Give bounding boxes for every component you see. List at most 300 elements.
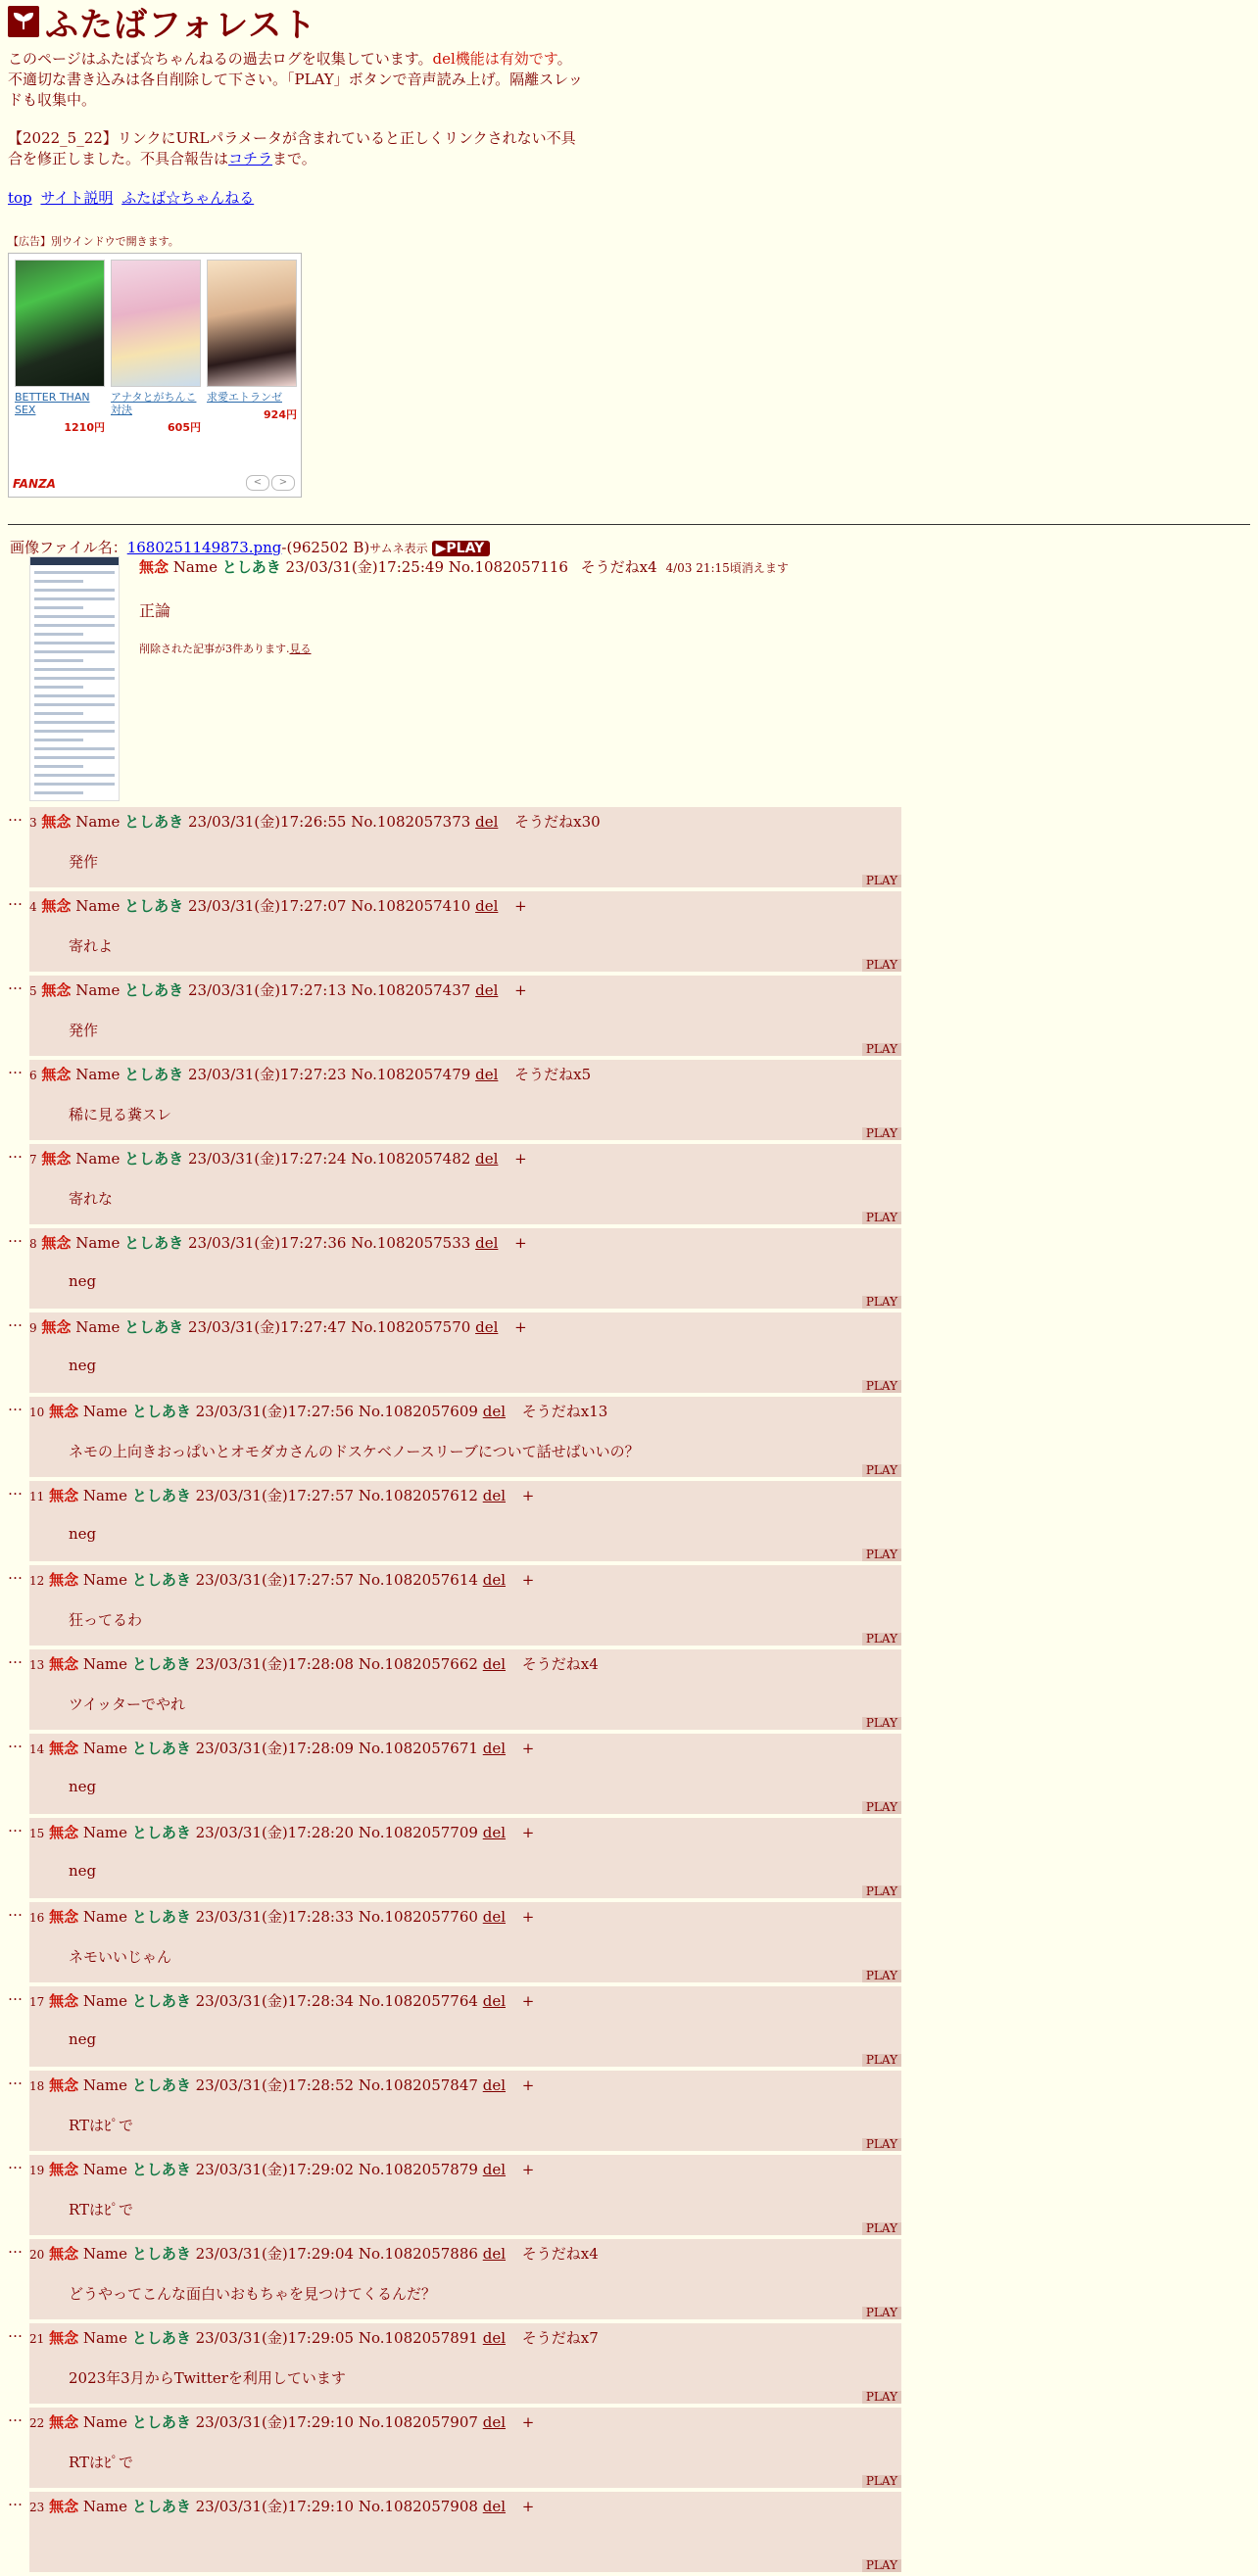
op-sodane-button[interactable]: そうだねx4 (580, 558, 657, 576)
reply-play-button[interactable]: PLAY (862, 1212, 901, 1224)
reply-name-label: Name (82, 2161, 128, 2178)
ad-item-price: 1210円 (64, 421, 105, 434)
reply-index: 11 (29, 1490, 45, 1503)
reply-index: 14 (29, 1742, 45, 1756)
reply-index: 4 (29, 900, 37, 914)
reply-index: 7 (29, 1153, 37, 1167)
op-expire: 4/03 21:15頃消えます (665, 561, 789, 575)
reply-name: としあき (131, 1655, 191, 1673)
reply-post (29, 2408, 901, 2488)
reply-header (29, 1734, 901, 1758)
reply-subject: 無念 (49, 2329, 79, 2347)
reply-name-label: Name (82, 1571, 128, 1589)
del-link[interactable]: del (482, 2329, 507, 2347)
reply-datetime: 23/03/31(金)17:27:57 (195, 1571, 355, 1589)
ad-item-title[interactable]: BETTER THAN SEX (15, 391, 90, 416)
reply-post (29, 1902, 901, 1982)
reply-play-button[interactable]: PLAY (862, 1043, 901, 1056)
ad-note: 【広告】別ウインドウで開きます。 (8, 235, 179, 248)
reply-text: neg (69, 1525, 97, 1543)
del-link[interactable]: del (482, 2498, 507, 2515)
reply-index: 16 (29, 1911, 45, 1925)
reply-number: No.1082057709 (358, 1824, 478, 1841)
reply-number: No.1082057437 (351, 981, 471, 999)
reply-index: 21 (29, 2332, 45, 2346)
reply-post (29, 2492, 901, 2572)
reply-subject: 無念 (41, 897, 72, 915)
reply-dots: … (8, 807, 23, 825)
reply-dots: … (8, 1481, 23, 1499)
page-header (8, 4, 586, 498)
reply-dots: … (8, 1986, 23, 2004)
reply-play-button[interactable]: PLAY (862, 2307, 901, 2319)
reply-name: としあき (131, 1824, 191, 1841)
reply-name: としあき (124, 1066, 184, 1083)
reply-name: としあき (131, 1487, 191, 1504)
reply-index: 12 (29, 1574, 45, 1588)
reply-number: No.1082057479 (351, 1066, 471, 1083)
reply-number: No.1082057671 (358, 1740, 478, 1757)
reply-dots: … (8, 891, 23, 909)
reply-header (29, 2071, 901, 2095)
reply-subject: 無念 (49, 1824, 79, 1841)
ad-item-title[interactable]: アナタとがちんこ対決 (111, 391, 197, 416)
ad-item-title[interactable]: 求愛エトランゼ (207, 391, 282, 404)
del-link[interactable]: del (482, 1824, 507, 1841)
reply-number: No.1082057609 (358, 1403, 478, 1420)
reply-name: としあき (124, 897, 184, 915)
reply-name-label: Name (82, 1992, 128, 2010)
ad-item-price: 605円 (168, 421, 201, 434)
reply-name-label: Name (82, 2245, 128, 2263)
ad-item[interactable] (111, 260, 201, 435)
ad-item[interactable] (207, 260, 297, 422)
reply-row (8, 1228, 901, 1312)
reply-dots: … (8, 2492, 23, 2509)
del-link[interactable]: del (482, 2076, 507, 2094)
sodane-button[interactable]: + (521, 2413, 535, 2431)
reply-datetime: 23/03/31(金)17:27:24 (187, 1150, 347, 1168)
del-link[interactable]: del (482, 1403, 507, 1420)
reply-dots: … (8, 1312, 23, 1330)
reply-name: としあき (131, 2413, 191, 2431)
ad-item[interactable] (15, 260, 105, 435)
reply-index: 9 (29, 1321, 37, 1335)
reply-play-button[interactable]: PLAY (862, 2475, 901, 2488)
reply-name-label: Name (82, 2076, 128, 2094)
del-link[interactable]: del (475, 1318, 499, 1336)
reply-name: としあき (131, 1571, 191, 1589)
reply-play-button[interactable]: PLAY (862, 1380, 901, 1393)
reply-datetime: 23/03/31(金)17:28:09 (195, 1740, 355, 1757)
file-size: -(962502 B) (281, 539, 370, 556)
reply-number: No.1082057612 (358, 1487, 478, 1504)
reply-datetime: 23/03/31(金)17:27:57 (195, 1487, 355, 1504)
reply-number: No.1082057891 (358, 2329, 478, 2347)
nav-about-link[interactable]: サイト説明 (40, 189, 114, 207)
reply-play-button[interactable]: PLAY (862, 2138, 901, 2151)
reply-row (8, 1397, 901, 1481)
reply-text: 寄れよ (69, 937, 114, 955)
sodane-button[interactable]: + (521, 1487, 535, 1504)
op-datetime: 23/03/31(金)17:25:49 (285, 558, 444, 576)
top-nav (8, 187, 586, 208)
reply-header (29, 2408, 901, 2432)
sodane-button[interactable]: + (514, 981, 527, 999)
reply-play-button[interactable]: PLAY (862, 1717, 901, 1730)
reply-datetime: 23/03/31(金)17:29:04 (195, 2245, 355, 2263)
reply-subject: 無念 (49, 1403, 79, 1420)
reply-subject: 無念 (49, 1740, 79, 1757)
reply-play-button[interactable]: PLAY (862, 1464, 901, 1477)
reply-name-label: Name (82, 1908, 128, 1926)
thumb-toggle[interactable]: サムネ表示 (369, 542, 428, 555)
sodane-button[interactable]: そうだねx4 (521, 2245, 599, 2263)
reply-text: ツイッターでやれ (69, 1695, 185, 1713)
ad-banner (8, 253, 302, 498)
del-link[interactable]: del (475, 981, 499, 999)
reply-datetime: 23/03/31(金)17:28:33 (195, 1908, 355, 1926)
op-subject: 無念 (139, 558, 169, 576)
reply-name: としあき (131, 2161, 191, 2178)
reply-subject: 無念 (49, 1487, 79, 1504)
del-link[interactable]: del (482, 2413, 507, 2431)
reply-number: No.1082057373 (351, 813, 471, 831)
reply-text: neg (69, 1862, 97, 1880)
site-title: ふたばフォレスト (45, 5, 317, 45)
reply-post (29, 891, 901, 972)
reply-row (8, 1312, 901, 1397)
reply-play-button[interactable]: PLAY (862, 1549, 901, 1561)
reply-subject: 無念 (49, 2413, 79, 2431)
reply-post (29, 1312, 901, 1393)
reply-datetime: 23/03/31(金)17:29:02 (195, 2161, 355, 2178)
ad-image[interactable] (207, 260, 297, 387)
reply-text: 狂ってるわ (69, 1611, 143, 1629)
reply-subject: 無念 (41, 1150, 72, 1168)
reply-header (29, 2492, 901, 2516)
op-text: 正論 (139, 601, 171, 620)
reply-header (29, 2155, 901, 2179)
op-name: としあき (221, 558, 281, 576)
reply-row (8, 1734, 901, 1818)
reply-dots: … (8, 1734, 23, 1751)
reply-text: 稀に見る糞スレ (69, 1106, 172, 1123)
reply-number: No.1082057533 (351, 1234, 471, 1252)
reply-number: No.1082057908 (358, 2498, 478, 2515)
reply-play-button[interactable]: PLAY (862, 1633, 901, 1646)
reply-post (29, 1734, 901, 1814)
reply-number: No.1082057847 (358, 2076, 478, 2094)
ad-item-price: 924円 (264, 408, 297, 421)
reply-play-button[interactable]: PLAY (862, 1127, 901, 1140)
reply-name-label: Name (82, 2498, 128, 2515)
del-link[interactable]: del (482, 1655, 507, 1673)
reply-play-button[interactable]: PLAY (862, 2054, 901, 2067)
reply-dots: … (8, 1818, 23, 1836)
reply-play-button[interactable]: PLAY (862, 1885, 901, 1898)
reply-header (29, 1986, 901, 2011)
reply-header (29, 1481, 901, 1505)
del-link[interactable]: del (482, 1992, 507, 2010)
reply-row (8, 1060, 901, 1144)
reply-name: としあき (131, 1908, 191, 1926)
reply-text: ネモいいじゃん (69, 1948, 172, 1966)
del-link[interactable]: del (475, 1234, 499, 1252)
reply-datetime: 23/03/31(金)17:27:13 (187, 981, 347, 999)
sodane-button[interactable]: + (521, 1740, 535, 1757)
reply-number: No.1082057907 (358, 2413, 478, 2431)
file-label: 画像ファイル名： (10, 539, 127, 556)
bug-report-link[interactable]: コチラ (228, 150, 273, 167)
reply-header (29, 1902, 901, 1927)
reply-subject: 無念 (49, 2245, 79, 2263)
reply-row (8, 1818, 901, 1902)
del-link[interactable]: del (482, 1740, 507, 1757)
reply-text: どうやってこんな面白いおもちゃを見つけてくるんだ？ (69, 2285, 437, 2303)
reply-header (29, 1144, 901, 1169)
reply-text: 発作 (69, 853, 99, 871)
reply-dots: … (8, 1144, 23, 1162)
reply-index: 10 (29, 1406, 45, 1419)
reply-name-label: Name (75, 897, 121, 915)
reply-text: neg (69, 1272, 97, 1290)
reply-header (29, 891, 901, 916)
reply-post (29, 2323, 901, 2404)
reply-text: neg (69, 1357, 97, 1374)
reply-name-label: Name (82, 1487, 128, 1504)
reply-play-button[interactable]: PLAY (862, 1801, 901, 1814)
del-link[interactable]: del (482, 1571, 507, 1589)
reply-header (29, 1649, 901, 1674)
ad-next-button[interactable]: > (271, 475, 295, 491)
reply-datetime: 23/03/31(金)17:29:10 (195, 2498, 355, 2515)
reply-name: としあき (124, 813, 184, 831)
sodane-button[interactable]: + (514, 1150, 527, 1168)
fanza-logo: FANZA (13, 477, 56, 491)
op-thumbnail[interactable] (29, 556, 120, 801)
sodane-button[interactable]: + (521, 2076, 535, 2094)
file-link[interactable]: 1680251149873.png (126, 539, 282, 556)
op-post (10, 537, 1244, 655)
notice-text: 【2022_5_22】リンクにURLパラメータが含まれていると正しくリンクされない不具合を修正しました。不具合報告はコチラまで。 (8, 129, 576, 167)
reply-header (29, 1818, 901, 1842)
reply-row (8, 2323, 901, 2408)
reply-number: No.1082057614 (358, 1571, 478, 1589)
reply-name-label: Name (82, 2329, 128, 2347)
reply-name-label: Name (82, 1403, 128, 1420)
reply-subject: 無念 (41, 1318, 72, 1336)
sodane-button[interactable]: + (521, 1992, 535, 2010)
reply-name: としあき (131, 2498, 191, 2515)
reply-row (8, 1986, 901, 2071)
reply-post (29, 1228, 901, 1309)
reply-index: 20 (29, 2248, 45, 2262)
sodane-button[interactable]: + (521, 1908, 535, 1926)
reply-name: としあき (131, 1740, 191, 1757)
reply-datetime: 23/03/31(金)17:27:23 (187, 1066, 347, 1083)
reply-subject: 無念 (49, 2498, 79, 2515)
reply-name-label: Name (75, 1234, 121, 1252)
reply-datetime: 23/03/31(金)17:28:52 (195, 2076, 355, 2094)
op-name-label: Name (172, 558, 218, 576)
op-body (139, 556, 1021, 656)
reply-number: No.1082057760 (358, 1908, 478, 1926)
del-link[interactable]: del (482, 1487, 507, 1504)
reply-name-label: Name (82, 2413, 128, 2431)
reply-subject: 無念 (41, 981, 72, 999)
reply-row (8, 1565, 901, 1649)
reply-number: No.1082057879 (358, 2161, 478, 2178)
reply-number: No.1082057764 (358, 1992, 478, 2010)
reply-row (8, 1902, 901, 1986)
sodane-button[interactable]: + (514, 1318, 527, 1336)
reply-post (29, 1565, 901, 1646)
sodane-button[interactable]: そうだねx5 (514, 1066, 592, 1083)
reply-dots: … (8, 2155, 23, 2172)
reply-header (29, 1228, 901, 1253)
reply-name: としあき (131, 1992, 191, 2010)
sodane-button[interactable]: + (521, 1571, 535, 1589)
reply-header (29, 976, 901, 1000)
sodane-button[interactable]: そうだねx13 (521, 1403, 608, 1420)
reply-name-label: Name (75, 813, 121, 831)
nav-futaba-link[interactable]: ふたば☆ちゃんねる (121, 189, 255, 207)
ad-image[interactable] (111, 260, 201, 387)
sodane-button[interactable]: + (514, 1234, 527, 1252)
reply-post (29, 807, 901, 887)
reply-row (8, 1481, 901, 1565)
reply-post (29, 1144, 901, 1224)
reply-name-label: Name (82, 1824, 128, 1841)
del-link[interactable]: del (482, 1908, 507, 1926)
reply-datetime: 23/03/31(金)17:29:10 (195, 2413, 355, 2431)
reply-dots: … (8, 2239, 23, 2257)
reply-number: No.1082057570 (351, 1318, 471, 1336)
reply-play-button[interactable]: PLAY (862, 1970, 901, 1982)
reply-post (29, 2155, 901, 2235)
reply-play-button[interactable]: PLAY (862, 2391, 901, 2404)
reply-name-label: Name (75, 1150, 121, 1168)
reply-name: としあき (124, 981, 184, 999)
reply-header (29, 2323, 901, 2348)
reply-dots: … (8, 2323, 23, 2341)
del-link[interactable]: del (475, 813, 499, 831)
reply-play-button[interactable]: PLAY (862, 959, 901, 972)
reply-dots: … (8, 1649, 23, 1667)
reply-row (8, 2155, 901, 2239)
reply-play-button[interactable]: PLAY (862, 2222, 901, 2235)
show-deleted-link[interactable]: 見る (289, 643, 312, 655)
reply-text: neg (69, 2030, 97, 2048)
reply-row (8, 2071, 901, 2155)
reply-name-label: Name (82, 1655, 128, 1673)
reply-subject: 無念 (41, 813, 72, 831)
reply-play-button[interactable]: PLAY (862, 2559, 901, 2572)
reply-row (8, 2239, 901, 2323)
reply-name-label: Name (75, 1318, 121, 1336)
sodane-button[interactable]: + (521, 2498, 535, 2515)
deleted-note: 削除された記事が3件あります.見る (139, 643, 312, 655)
reply-text: 発作 (69, 1022, 99, 1039)
reply-post (29, 1397, 901, 1477)
reply-text: ネモの上向きおっぱいとオモダカさんのドスケベノースリーブについて話せばいいの？ (69, 1443, 640, 1460)
reply-number: No.1082057662 (358, 1655, 478, 1673)
reply-subject: 無念 (49, 1992, 79, 2010)
reply-name: としあき (131, 2076, 191, 2094)
reply-number: No.1082057410 (351, 897, 471, 915)
reply-name: としあき (131, 2329, 191, 2347)
sodane-button[interactable]: + (521, 2161, 535, 2178)
del-link[interactable]: del (475, 1150, 499, 1168)
reply-header (29, 1060, 901, 1084)
reply-name: としあき (124, 1150, 184, 1168)
reply-post (29, 2071, 901, 2151)
reply-name: としあき (131, 1403, 191, 1420)
sodane-button[interactable]: + (521, 1824, 535, 1841)
op-number: No.1082057116 (448, 558, 568, 576)
reply-text: 寄れな (69, 1190, 114, 1208)
reply-play-button[interactable]: PLAY (862, 1296, 901, 1309)
sodane-button[interactable]: + (514, 897, 527, 915)
reply-name: としあき (131, 2245, 191, 2263)
reply-index: 13 (29, 1658, 45, 1672)
reply-text: RTはﾋﾟで (69, 2454, 134, 2471)
reply-header (29, 807, 901, 832)
reply-subject: 無念 (49, 1655, 79, 1673)
reply-row (8, 891, 901, 976)
reply-dots: … (8, 1397, 23, 1414)
sodane-button[interactable]: そうだねx7 (521, 2329, 599, 2347)
reply-name-label: Name (75, 1066, 121, 1083)
reply-name: としあき (124, 1318, 184, 1336)
reply-subject: 無念 (49, 1571, 79, 1589)
ad-prev-button[interactable]: < (246, 475, 269, 491)
reply-row (8, 2492, 901, 2576)
reply-index: 22 (29, 2416, 45, 2430)
reply-row (8, 1649, 901, 1734)
reply-datetime: 23/03/31(金)17:27:56 (195, 1403, 355, 1420)
reply-index: 3 (29, 816, 37, 830)
reply-subject: 無念 (41, 1066, 72, 1083)
reply-datetime: 23/03/31(金)17:28:34 (195, 1992, 355, 2010)
reply-index: 8 (29, 1237, 37, 1251)
reply-index: 23 (29, 2501, 45, 2514)
reply-dots: … (8, 2071, 23, 2088)
reply-name: としあき (124, 1234, 184, 1252)
op-play-button[interactable]: ▶PLAY (432, 541, 491, 556)
reply-dots: … (8, 1228, 23, 1246)
del-link[interactable]: del (475, 897, 499, 915)
reply-subject: 無念 (49, 2076, 79, 2094)
sodane-button[interactable]: そうだねx4 (521, 1655, 599, 1673)
reply-index: 15 (29, 1827, 45, 1840)
nav-top-link[interactable]: top (8, 189, 32, 207)
sodane-button[interactable]: そうだねx30 (514, 813, 601, 831)
del-link[interactable]: del (475, 1066, 499, 1083)
reply-subject: 無念 (49, 2161, 79, 2178)
leaf-logo-icon (8, 6, 39, 37)
reply-dots: … (8, 1565, 23, 1583)
reply-play-button[interactable]: PLAY (862, 875, 901, 887)
ad-image[interactable] (15, 260, 105, 387)
del-link[interactable]: del (482, 2161, 507, 2178)
reply-header (29, 1397, 901, 1421)
reply-index: 19 (29, 2164, 45, 2177)
reply-datetime: 23/03/31(金)17:28:08 (195, 1655, 355, 1673)
del-link[interactable]: del (482, 2245, 507, 2263)
reply-name-label: Name (75, 981, 121, 999)
